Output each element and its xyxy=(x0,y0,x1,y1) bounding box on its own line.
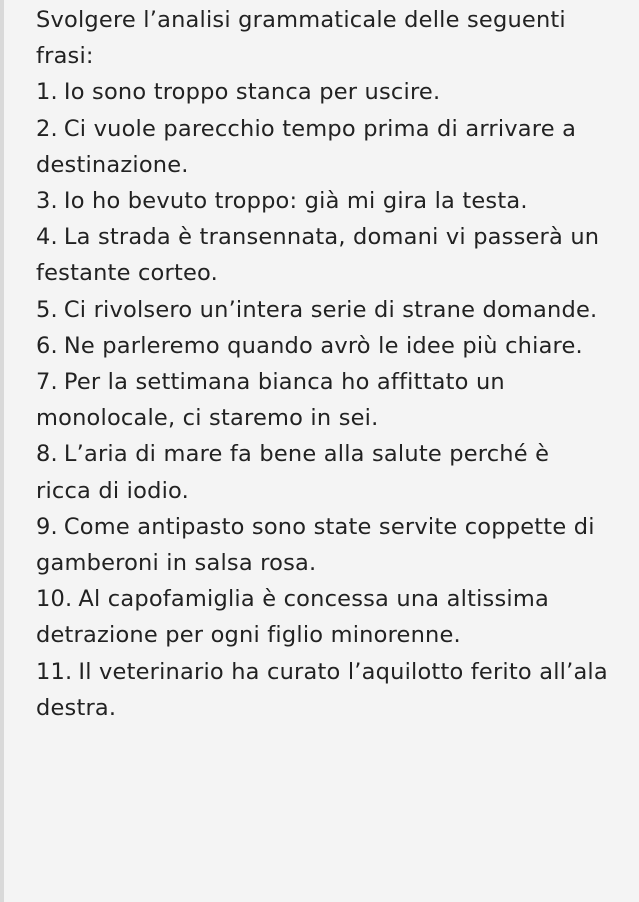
sentence-text: Io ho bevuto troppo: già mi gira la testa. xyxy=(63,188,528,215)
sentence-number: 6. xyxy=(36,332,58,359)
sentence-item xyxy=(36,509,609,581)
sentence-text: Come antipasto sono state servite coppette di gamberoni in salsa rosa. xyxy=(36,513,595,577)
sentence-number: 3. xyxy=(36,188,58,215)
sentence-text: La strada è transennata, domani vi passerà un festante corteo. xyxy=(36,224,600,287)
sentence-text: Il veterinario ha curato l’aquilotto ferito all’ala destra. xyxy=(36,658,608,721)
sentence-item xyxy=(36,328,609,364)
sentence-number: 2. xyxy=(36,115,58,142)
sentence-text: Ci rivolsero un’intera serie di strane domande. xyxy=(63,296,598,323)
sentence-item xyxy=(36,74,609,110)
sentence-number: 11. xyxy=(36,658,73,685)
sentence-item xyxy=(36,292,609,328)
sentence-item xyxy=(36,219,609,291)
sentence-item xyxy=(36,364,609,436)
sentence-item xyxy=(36,183,609,219)
sentence-item xyxy=(36,111,609,183)
sentence-item xyxy=(36,436,609,508)
sentence-text: Per la settimana bianca ho affittato un monolocale, ci staremo in sei. xyxy=(36,369,505,432)
sentence-item xyxy=(36,581,609,653)
sentence-number: 8. xyxy=(36,441,58,468)
sentence-number: 9. xyxy=(36,513,58,540)
sentence-item xyxy=(36,654,609,726)
sentence-text: Io sono troppo stanca per uscire. xyxy=(63,79,441,106)
sentence-number: 4. xyxy=(36,224,58,251)
sentence-text: Al capofamiglia è concessa una altissima detrazione per ogni figlio minorenne. xyxy=(36,586,549,649)
sentence-number: 5. xyxy=(36,296,58,323)
sentence-number: 1. xyxy=(36,79,58,106)
sentence-text: Ci vuole parecchio tempo prima di arrivare a destinazione. xyxy=(36,115,577,178)
sentence-number: 10. xyxy=(36,586,73,613)
exercise-instructions: Svolgere l’analisi grammaticale delle seguenti frasi: xyxy=(36,7,566,70)
sentence-number: 7. xyxy=(36,369,58,396)
sentence-text: Ne parleremo quando avrò le idee più chiare. xyxy=(63,332,583,359)
sentence-text: L’aria di mare fa bene alla salute perché è ricca di iodio. xyxy=(36,441,550,504)
